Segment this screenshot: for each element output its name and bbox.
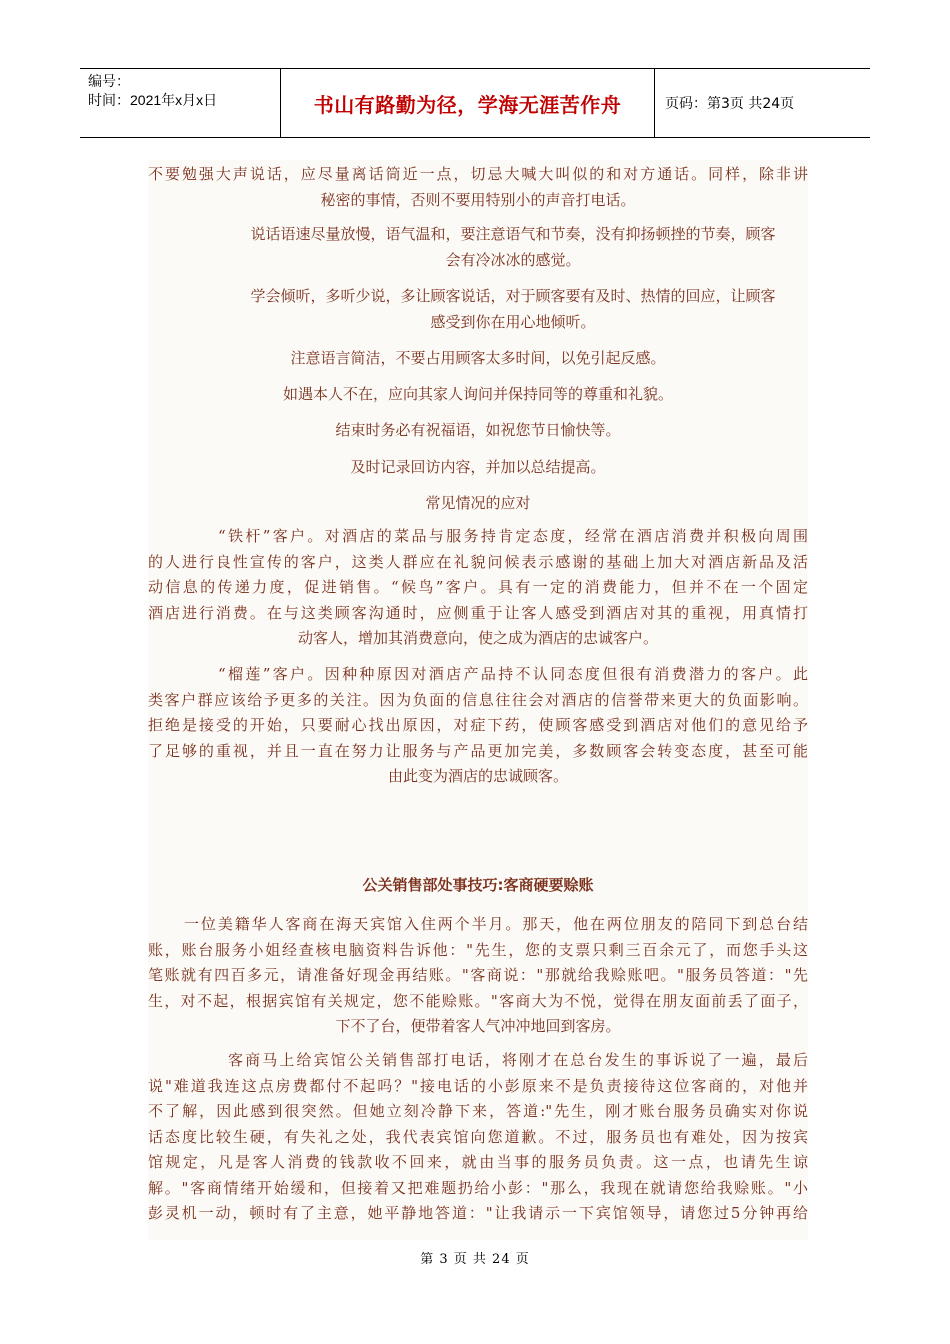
text-line: 笔账就有四百多元，请准备好现金再结账。"客商说："那就给我赊账吧。"服务员答道："先	[148, 966, 808, 984]
number-label: 编号：	[88, 73, 130, 89]
paragraph-7	[148, 455, 808, 481]
subheading	[148, 491, 808, 517]
text-line: 及时记录回访内容，并加以总结提高。	[350, 458, 606, 476]
header-table	[80, 68, 870, 138]
text-line: 馆规定，凡是客人消费的钱款收不回来，就由当事的服务员负责。这一点，也请先生谅	[148, 1153, 808, 1171]
text-line: 由此变为酒店的忠诚顾客。	[387, 767, 568, 785]
story-paragraph-1	[148, 912, 808, 1040]
text-line: 动信息的传递力度，促进销售。“候鸟”客户。具有一定的消费能力，但并不在一个固定	[148, 578, 808, 596]
paragraph-2	[218, 222, 808, 273]
text-line: 一位美籍华人客商在海天宾馆入住两个半月。那天，他在两位朋友的陪同下到总台结	[184, 915, 808, 933]
text-line: 如遇本人不在，应向其家人询问并保持同等的尊重和礼貌。	[282, 385, 673, 403]
motto: 书山有路勤为径，学海无涯苦作舟	[281, 69, 655, 137]
text-line: 动客人，增加其消费意向，使之成为酒店的忠诚客户。	[297, 629, 658, 647]
text-line: 的人进行良性宣传的客户，这类人群应在礼貌问候表示感谢的基础上加大对酒店新品及活	[148, 552, 808, 571]
text-line: 说"难道我连这点房费都付不起吗？"接电话的小彭原来不是负责接待这位客商的，对他并	[148, 1076, 808, 1095]
document-body	[148, 160, 808, 1240]
section-title: 公关销售部处事技巧:客商硬要赊账	[362, 876, 594, 894]
paragraph-3	[218, 284, 808, 335]
text-line: “榴莲”客户。因种种原因对酒店产品持不认同态度但很有消费潜力的客户。此	[218, 665, 808, 683]
page-footer: 第 3 页 共 24 页	[420, 1252, 530, 1267]
paragraph-6	[148, 418, 808, 444]
text-line: 下不了台，便带着客人气冲冲地回到客房。	[335, 1017, 621, 1035]
text-line: 客商马上给宾馆公关销售部打电话，将刚才在总台发生的事诉说了一遍，最后	[228, 1051, 808, 1069]
header-meta	[80, 69, 281, 137]
text-line: 话态度比较生硬，有失礼之处，我代表宾馆向您道歉。不过，服务员也有难处，因为按宾	[148, 1127, 808, 1146]
text-line: 类客户群应该给予更多的关注。因为负面的信息往往会对酒店的信誉带来更大的负面影响。	[148, 690, 808, 709]
time-label: 时间：2021年x月x日	[88, 92, 218, 108]
text-line: “铁杆”客户。对酒店的菜品与服务持肯定态度，经常在酒店消费并积极向周围	[218, 527, 808, 545]
paragraph-1	[148, 162, 808, 213]
text-line: 账，账台服务小姐经查核电脑资料告诉他："先生，您的支票只剩三百余元了，而您手头这	[148, 940, 808, 959]
text-line: 了足够的重视，并且一直在努力让服务与产品更加完美，多数顾客会转变态度，甚至可能	[148, 741, 808, 760]
text-line: 注意语言简洁，不要占用顾客太多时间，以免引起反感。	[290, 349, 666, 367]
paragraph-5	[148, 382, 808, 408]
paragraph-durian-customers	[148, 662, 808, 790]
story-paragraph-2	[148, 1048, 808, 1227]
text-line: 酒店进行消费。在与这类顾客沟通时，应侧重于让客人感受到酒店对其的重视，用真情打	[148, 603, 808, 622]
text-line: 说话语速尽量放慢，语气温和，要注意语气和节奏，没有抑扬顿挫的节奏，顾客	[250, 225, 776, 243]
text-line: 不要勉强大声说话，应尽量离话筒近一点，切忌大喊大叫似的和对方通话。同样，除非讲	[148, 165, 808, 183]
text-line: 不了解，因此感到很突然。但她立刻冷静下来，答道:"先生，刚才账台服务员确实对你说	[148, 1102, 808, 1120]
text-line: 结束时务必有祝福语，如祝您节日愉快等。	[335, 421, 621, 439]
text-line: 彭灵机一动，顿时有了主意，她平静地答道："让我请示一下宾馆领导，请您过5分钟再给	[148, 1204, 808, 1222]
text-line: 常见情况的应对	[425, 494, 531, 512]
text-line: 生，对不起，根据宾馆有关规定，您不能赊账。"客商大为不悦，觉得在朋友面前丢了面子，	[148, 991, 808, 1010]
text-line: 拒绝是接受的开始，只要耐心找出原因，对症下药，使顾客感受到酒店对他们的意见给予	[148, 716, 808, 734]
text-line: 会有冷冰冰的感觉。	[445, 250, 581, 269]
text-line: 学会倾听，多听少说，多让顾客说话，对于顾客要有及时、热情的回应，让顾客	[250, 287, 776, 305]
paragraph-4	[148, 346, 808, 372]
page-label: 页码：第3页 共24页	[665, 96, 795, 112]
text-line: 秘密的事情，否则不要用特别小的声音打电话。	[320, 190, 636, 209]
text-line: 感受到你在用心地倾听。	[430, 312, 596, 331]
paragraph-loyal-customers	[148, 524, 808, 652]
text-line: 解。"客商情绪开始缓和，但接着又把难题扔给小彭："那么，我现在就请您给我赊账。"小	[148, 1178, 808, 1197]
